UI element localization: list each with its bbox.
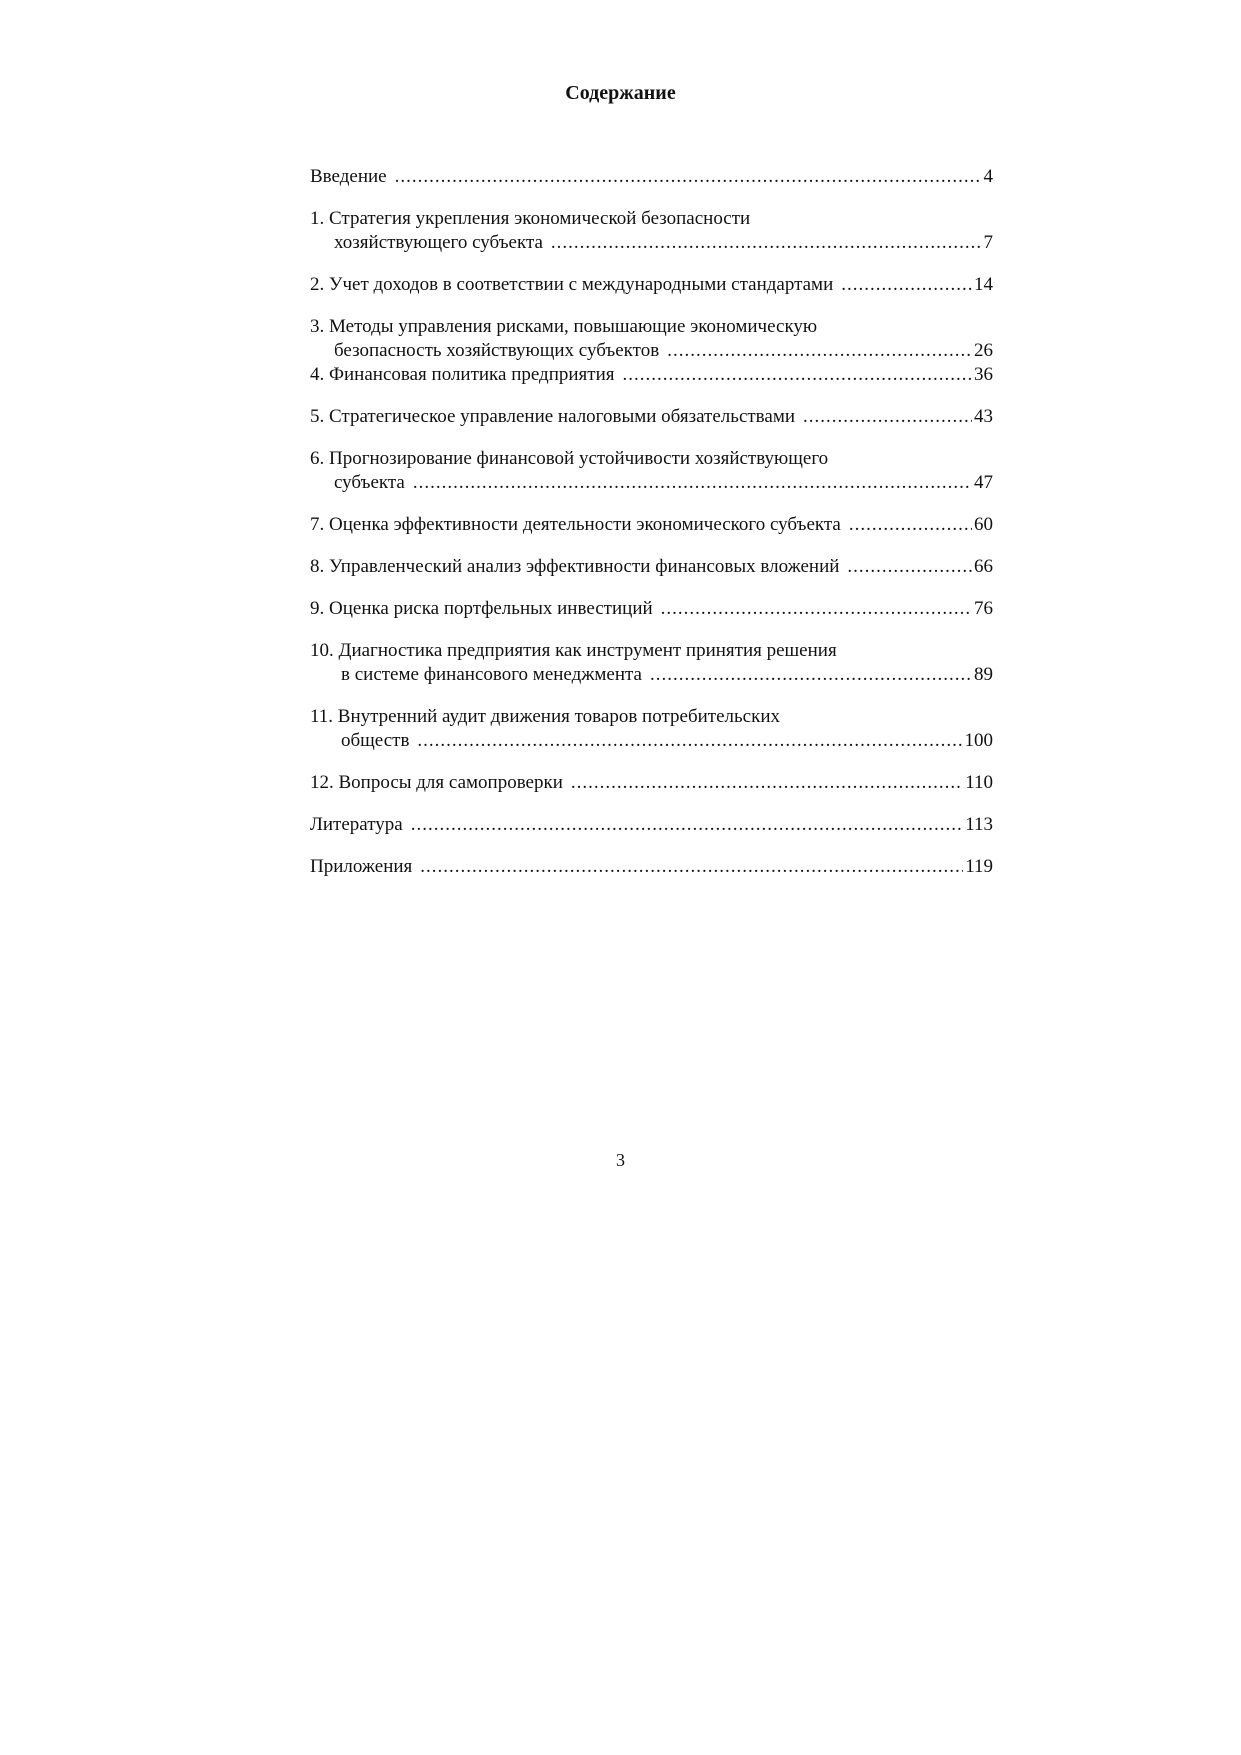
toc-line (310, 339, 993, 363)
toc-page-number: 4 (983, 166, 993, 187)
dot-leader (803, 405, 972, 429)
toc-entry-title-continued: обществ (341, 730, 410, 751)
toc-entry-title-continued: субъекта (334, 472, 405, 493)
dot-leader (413, 471, 972, 495)
toc-entry-title: 2. Учет доходов в соответствии с международными стандартами (310, 274, 834, 295)
page-title: Содержание (565, 82, 676, 104)
toc-entry-introduction[interactable] (310, 165, 993, 189)
toc-entry-6[interactable] (310, 447, 993, 495)
page-number: 3 (616, 1150, 625, 1170)
toc-line (310, 729, 993, 753)
toc-entry-title: 3. Методы управления рисками, повышающие экономическую (310, 316, 818, 337)
toc-page-number: 89 (974, 664, 993, 685)
dot-leader (395, 165, 982, 189)
dot-leader (571, 771, 963, 795)
toc-page-number: 100 (964, 730, 993, 751)
toc-entry-title: 10. Диагностика предприятия как инструмент принятия решения (310, 640, 837, 661)
toc-entry-title: 4. Финансовая политика предприятия (310, 364, 615, 385)
toc-entry-5[interactable] (310, 405, 993, 429)
toc-entry-title: Введение (310, 166, 387, 187)
toc-line (310, 363, 993, 387)
toc-line (310, 639, 993, 663)
toc-line (310, 405, 993, 429)
toc-entry-title: 11. Внутренний аудит движения товаров потребительских (310, 706, 780, 727)
toc-entry-title-continued: в системе финансового менеджмента (341, 664, 642, 685)
toc-entry-literature[interactable] (310, 813, 993, 837)
toc-page-number: 43 (974, 406, 993, 427)
dot-leader (849, 513, 972, 537)
toc-line (310, 315, 993, 339)
toc-entry-title: 7. Оценка эффективности деятельности экономического субъекта (310, 514, 841, 535)
toc-line (310, 513, 993, 537)
table-of-contents (310, 165, 993, 897)
toc-entry-title-continued: безопасность хозяйствующих субъектов (334, 340, 660, 361)
toc-line (310, 813, 993, 837)
dot-leader (420, 855, 963, 879)
toc-entry-11[interactable] (310, 705, 993, 753)
toc-line (310, 663, 993, 687)
toc-entry-title: 5. Стратегическое управление налоговыми обязательствами (310, 406, 796, 427)
toc-entry-9[interactable] (310, 597, 993, 621)
dot-leader (411, 813, 963, 837)
dot-leader (661, 597, 972, 621)
dot-leader (650, 663, 972, 687)
toc-entry-title: 8. Управленческий анализ эффективности финансовых вложений (310, 556, 840, 577)
toc-entry-4[interactable] (310, 363, 993, 387)
toc-entry-appendices[interactable] (310, 855, 993, 879)
toc-line (310, 207, 993, 231)
toc-page-number: 7 (983, 232, 993, 253)
toc-entry-8[interactable] (310, 555, 993, 579)
toc-page-number: 113 (965, 814, 993, 835)
toc-entry-title: Литература (310, 814, 403, 835)
toc-entry-title: 6. Прогнозирование финансовой устойчивости хозяйствующего (310, 448, 829, 469)
toc-page-number: 26 (974, 340, 993, 361)
toc-page-number: 66 (974, 556, 993, 577)
toc-entry-10[interactable] (310, 639, 993, 687)
toc-page-number: 119 (965, 856, 993, 877)
toc-line (310, 597, 993, 621)
dot-leader (841, 273, 972, 297)
toc-line (310, 705, 993, 729)
dot-leader (551, 231, 982, 255)
toc-line (310, 855, 993, 879)
toc-line (310, 165, 993, 189)
toc-page-number: 76 (974, 598, 993, 619)
dot-leader (667, 339, 972, 363)
dot-leader (847, 555, 972, 579)
toc-line (310, 555, 993, 579)
toc-page-number: 14 (974, 274, 993, 295)
toc-entry-3[interactable] (310, 315, 993, 363)
toc-line (310, 771, 993, 795)
toc-line (310, 231, 993, 255)
toc-entry-title: 1. Стратегия укрепления экономической безопасности (310, 208, 751, 229)
toc-entry-title: 9. Оценка риска портфельных инвестиций (310, 598, 653, 619)
toc-page-number: 60 (974, 514, 993, 535)
toc-entry-2[interactable] (310, 273, 993, 297)
toc-line (310, 273, 993, 297)
toc-line (310, 471, 993, 495)
toc-entry-title: 12. Вопросы для самопроверки (310, 772, 563, 793)
toc-entry-title: Приложения (310, 856, 413, 877)
toc-page-number: 36 (974, 364, 993, 385)
toc-entry-7[interactable] (310, 513, 993, 537)
toc-entry-12[interactable] (310, 771, 993, 795)
dot-leader (623, 363, 973, 387)
toc-entry-1[interactable] (310, 207, 993, 255)
toc-page-number: 47 (974, 472, 993, 493)
toc-entry-title-continued: хозяйствующего субъекта (334, 232, 543, 253)
toc-line (310, 447, 993, 471)
toc-page-number: 110 (965, 772, 993, 793)
dot-leader (417, 729, 962, 753)
